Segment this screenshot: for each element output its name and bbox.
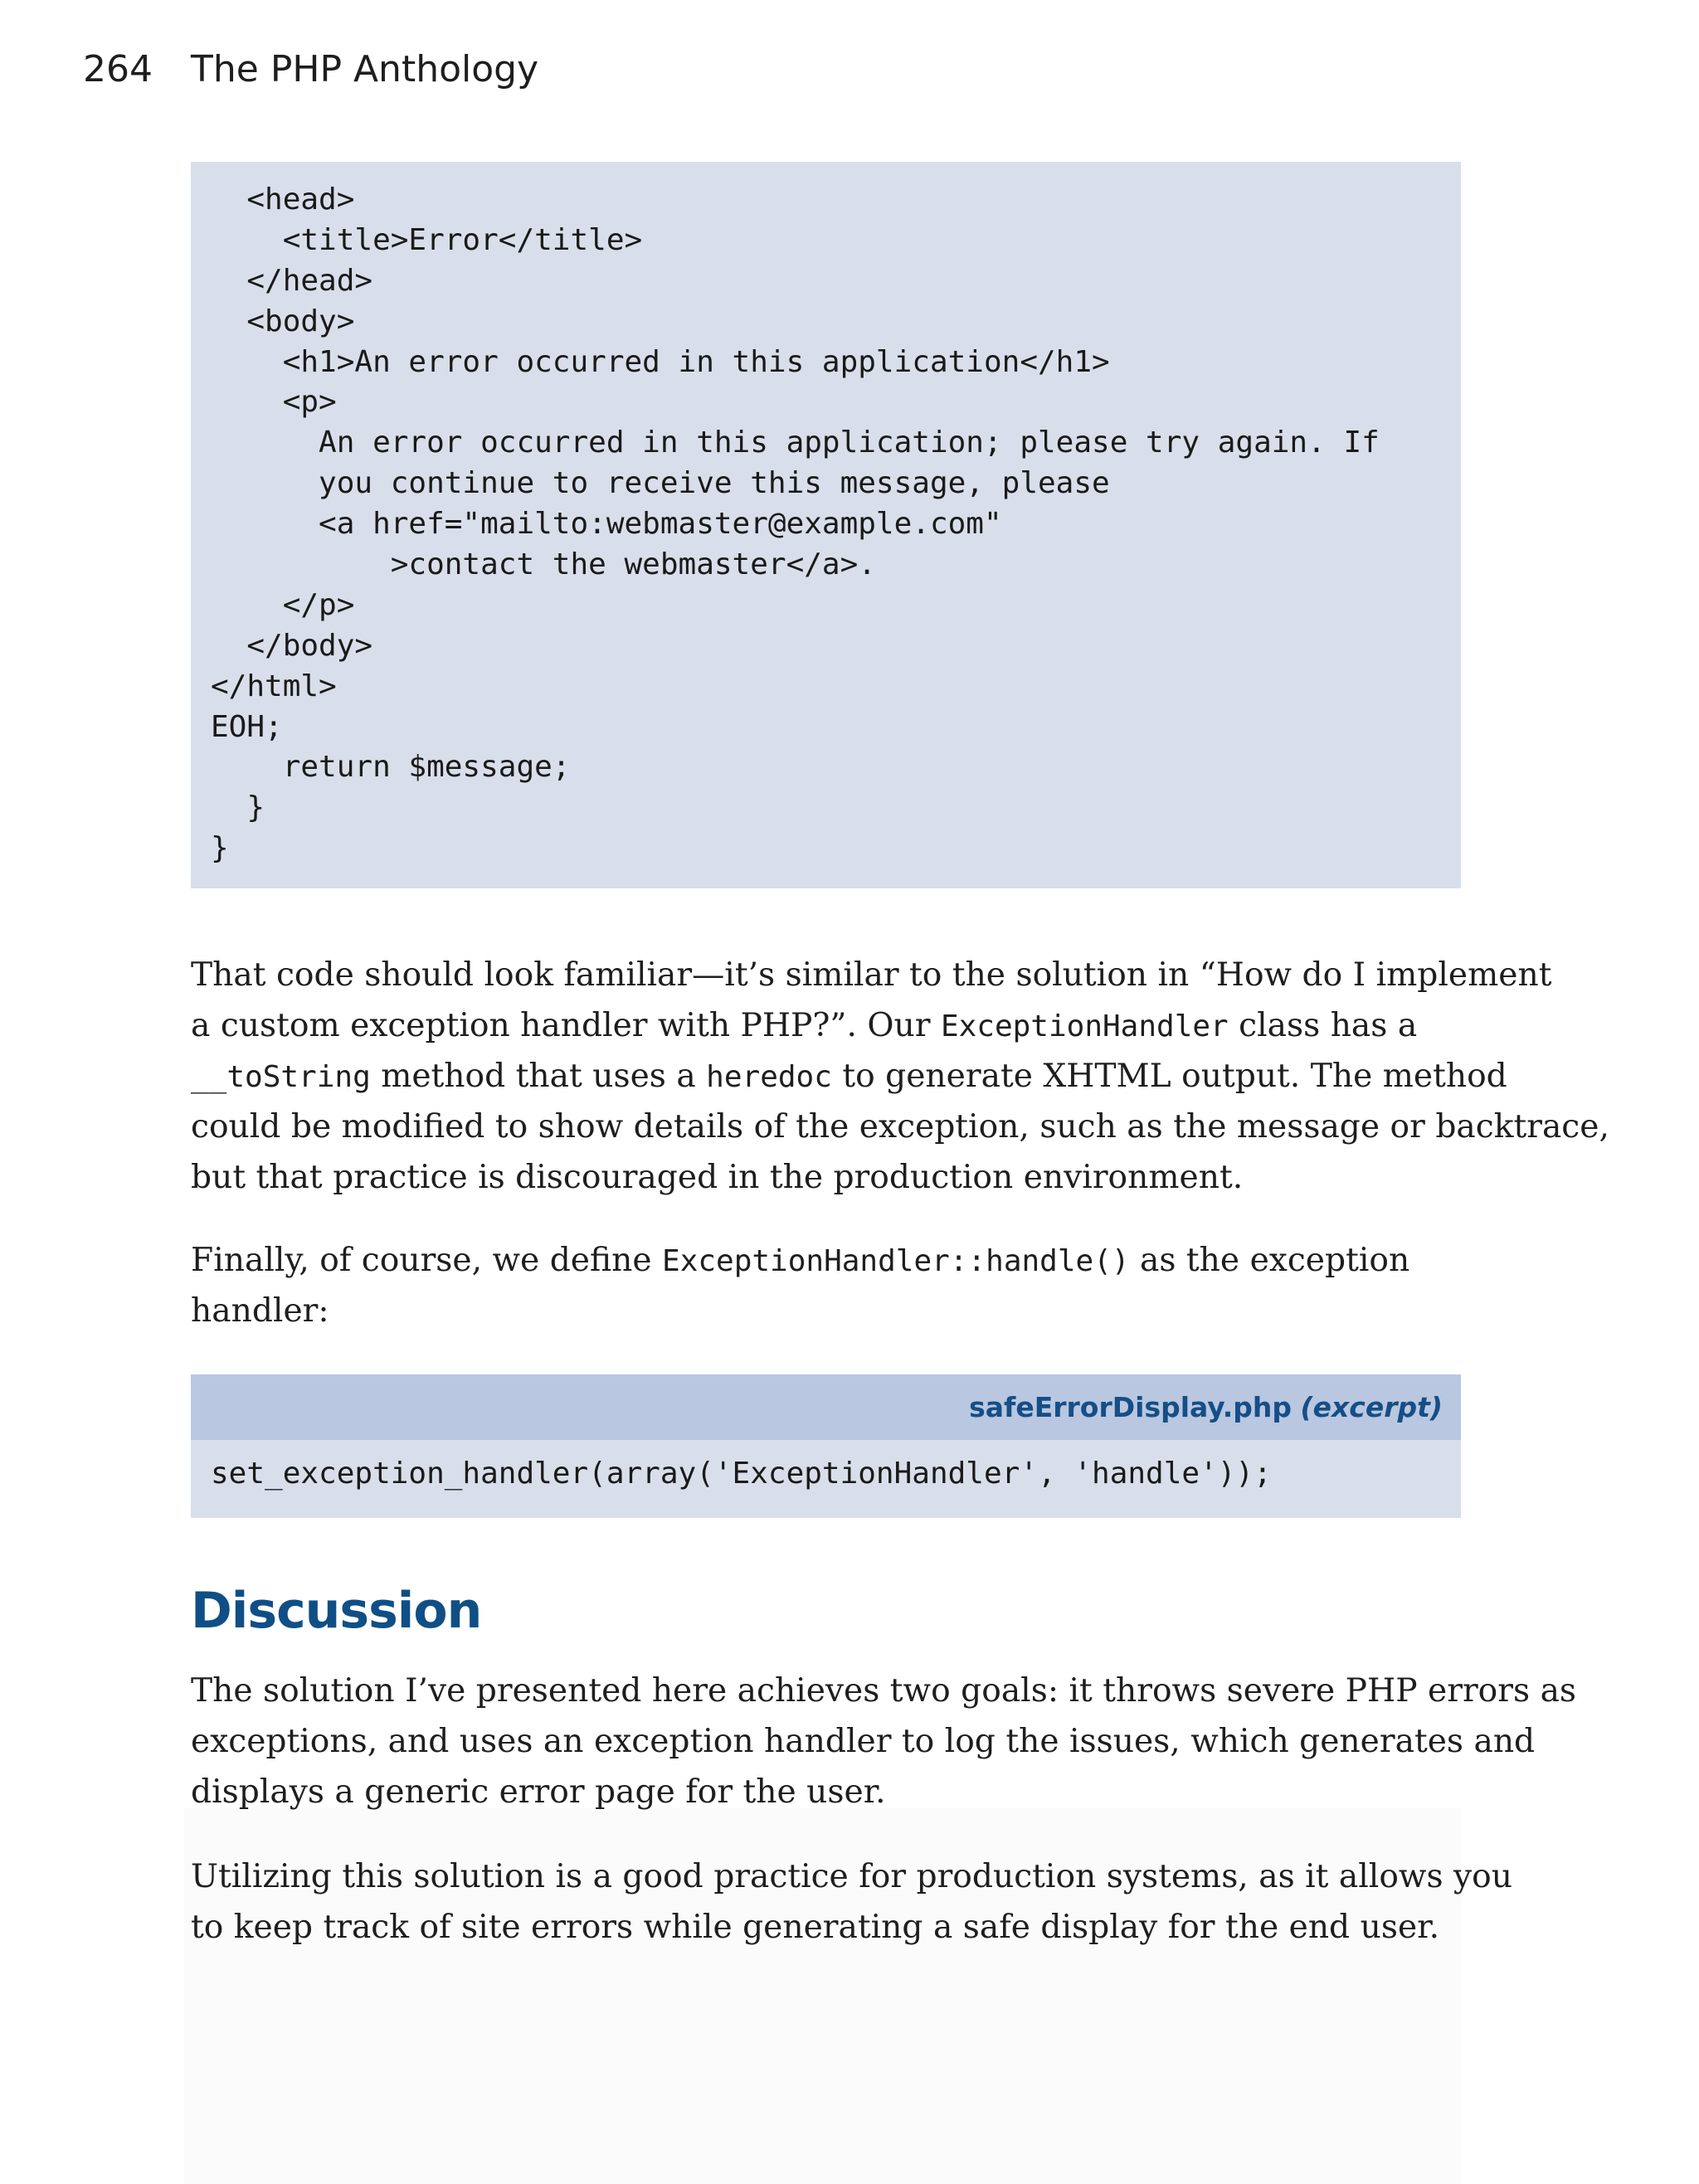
text-span: to generate XHTML output. The method xyxy=(831,1058,1507,1095)
inline-code: ExceptionHandler xyxy=(940,1009,1229,1043)
code-listing-excerpt xyxy=(191,1374,1461,1518)
text-line xyxy=(191,950,1552,1000)
text-line: Utilizing this solution is a good practice for production systems, as it allows you xyxy=(191,1858,1512,1895)
text-line: The solution I’ve presented here achieves two goals: it throws severe PHP errors as xyxy=(191,1672,1577,1710)
code-line: </p> xyxy=(211,587,355,622)
text-span: a custom exception handler with PHP?”. Our xyxy=(191,1007,941,1044)
code-line: set_exception_handler(array('ExceptionHandler', 'handle')); xyxy=(211,1457,1272,1491)
text-span: but that practice is discouraged in the production environment. xyxy=(191,1159,1244,1196)
text-line xyxy=(191,1051,1507,1102)
text-span: could be modified to show details of the exception, such as the message or backtrace, xyxy=(191,1108,1609,1146)
code-line: <title>Error</title> xyxy=(211,222,643,257)
text-line xyxy=(191,1286,1468,1336)
text-line: to keep track of site errors while generating a safe display for the end user. xyxy=(191,1909,1440,1946)
code-line: you continue to receive this message, please xyxy=(211,466,1110,501)
section-heading: Discussion xyxy=(191,1582,482,1640)
code-line: <p> xyxy=(211,385,337,420)
text-span: class has a xyxy=(1228,1007,1418,1044)
body-paragraph xyxy=(191,950,1609,1203)
text-line xyxy=(191,1152,1468,1203)
book-title: The PHP Anthology xyxy=(191,48,539,90)
code-line: <a href="mailto:webmaster@example.com" xyxy=(211,507,1002,542)
text-line: displays a generic error page for the user. xyxy=(191,1773,886,1811)
text-line xyxy=(191,1235,1468,1286)
code-line: </head> xyxy=(211,263,373,298)
code-caption xyxy=(191,1374,1461,1440)
text-line xyxy=(191,1000,1468,1051)
text-span: That code should look familiar—it’s similar to the solution in “How do I implement xyxy=(191,956,1552,994)
code-line: return $message; xyxy=(211,750,571,785)
code-line: >contact the webmaster</a>. xyxy=(211,547,876,582)
body-paragraph xyxy=(191,1235,1468,1336)
code-caption-note: (excerpt) xyxy=(1300,1391,1443,1423)
code-line: <body> xyxy=(211,304,355,338)
code-listing-heredoc xyxy=(191,162,1461,888)
text-span: as the exception xyxy=(1129,1242,1410,1279)
code-line: </body> xyxy=(211,628,373,663)
text-span: method that uses a xyxy=(370,1058,707,1095)
code-line: } xyxy=(211,831,229,866)
body-paragraph xyxy=(191,1666,1577,1817)
page-number: 264 xyxy=(83,48,153,90)
text-line: exceptions, and uses an exception handler to log the issues, which generates and xyxy=(191,1723,1536,1760)
text-span: Finally, of course, we define xyxy=(191,1242,663,1279)
running-header xyxy=(83,48,538,90)
body-paragraph xyxy=(191,1851,1512,1953)
text-line xyxy=(191,1102,1609,1152)
inline-code: heredoc xyxy=(706,1060,832,1094)
code-line: EOH; xyxy=(211,709,283,744)
code-line: An error occurred in this application; please try again. If xyxy=(211,426,1380,460)
code-caption-filename: safeErrorDisplay.php xyxy=(969,1391,1293,1423)
code-line: } xyxy=(211,790,265,825)
code-line: <h1>An error occurred in this application</h1> xyxy=(211,344,1110,379)
code-line: </html> xyxy=(211,669,337,703)
text-span: handler: xyxy=(191,1292,329,1330)
inline-code: __toString xyxy=(191,1060,371,1094)
inline-code: ExceptionHandler::handle() xyxy=(662,1244,1130,1278)
code-line: <head> xyxy=(211,182,355,216)
